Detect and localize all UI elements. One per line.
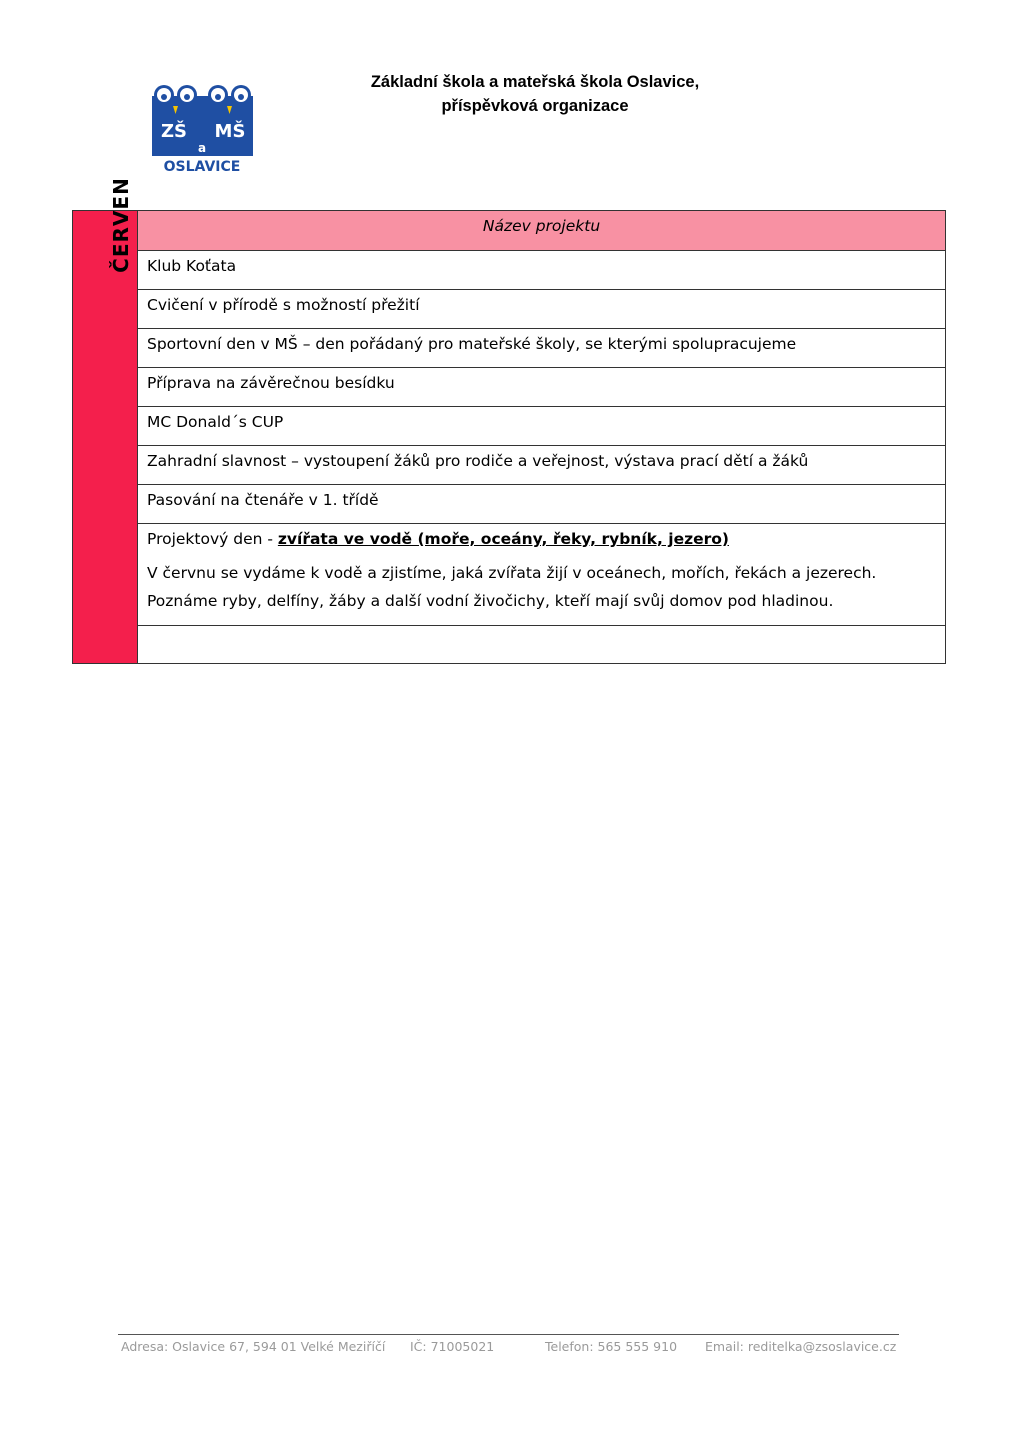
project-row: Zahradní slavnost – vystoupení žáků pro rodiče a veřejnost, výstava prací dětí a žáků xyxy=(138,446,946,485)
logo-a-text: a xyxy=(197,141,207,155)
month-cell xyxy=(73,177,138,664)
school-logo xyxy=(152,82,253,174)
project-row: Pasování na čtenáře v 1. třídě xyxy=(138,485,946,524)
project-row: Sportovní den v MŠ – den pořádaný pro mateřské školy, se kterými spolupracujeme xyxy=(138,329,946,368)
logo-oslavice-text: OSLAVICE xyxy=(163,159,241,174)
column-header: Název projektu xyxy=(138,211,946,251)
footer-address: Adresa: Oslavice 67, 594 01 Velké Meziříčí xyxy=(121,1339,386,1354)
project-day-title xyxy=(147,525,936,553)
project-day-row xyxy=(138,524,946,626)
project-day-prefix: Projektový den - xyxy=(147,530,278,548)
empty-row xyxy=(138,626,946,664)
project-day-description: V červnu se vydáme k vodě a zjistíme, jaká zvířata žijí v oceánech, mořích, řekách a jezerech. Poznáme ryby, delfíny, žáby a další vodní živočichy, kteří mají svůj domov pod hladinou. xyxy=(147,564,877,610)
footer-phone: Telefon: 565 555 910 xyxy=(545,1339,678,1354)
project-row: Cvičení v přírodě s možností přežití xyxy=(138,290,946,329)
logo-ms-text: MŠ xyxy=(214,121,246,142)
school-name-header xyxy=(300,70,770,118)
month-label: ČERVEN xyxy=(108,177,133,273)
footer-divider xyxy=(118,1334,899,1335)
school-name-line1: Základní škola a mateřská škola Oslavice, xyxy=(370,73,700,91)
footer-ico: IČ: 71005021 xyxy=(410,1339,495,1354)
project-row: Příprava na závěrečnou besídku xyxy=(138,368,946,407)
logo-zs-text: ZŠ xyxy=(160,121,188,142)
project-day-topic: zvířata ve vodě (moře, oceány, řeky, rybník, jezero) xyxy=(277,530,729,548)
school-name-line2: příspěvková organizace xyxy=(441,97,629,115)
footer-email: Email: reditelka@zsoslavice.cz xyxy=(705,1339,897,1354)
project-row: Klub Koťata xyxy=(138,251,946,290)
project-row: MC Donald´s CUP xyxy=(138,407,946,446)
project-plan-table xyxy=(72,177,946,664)
